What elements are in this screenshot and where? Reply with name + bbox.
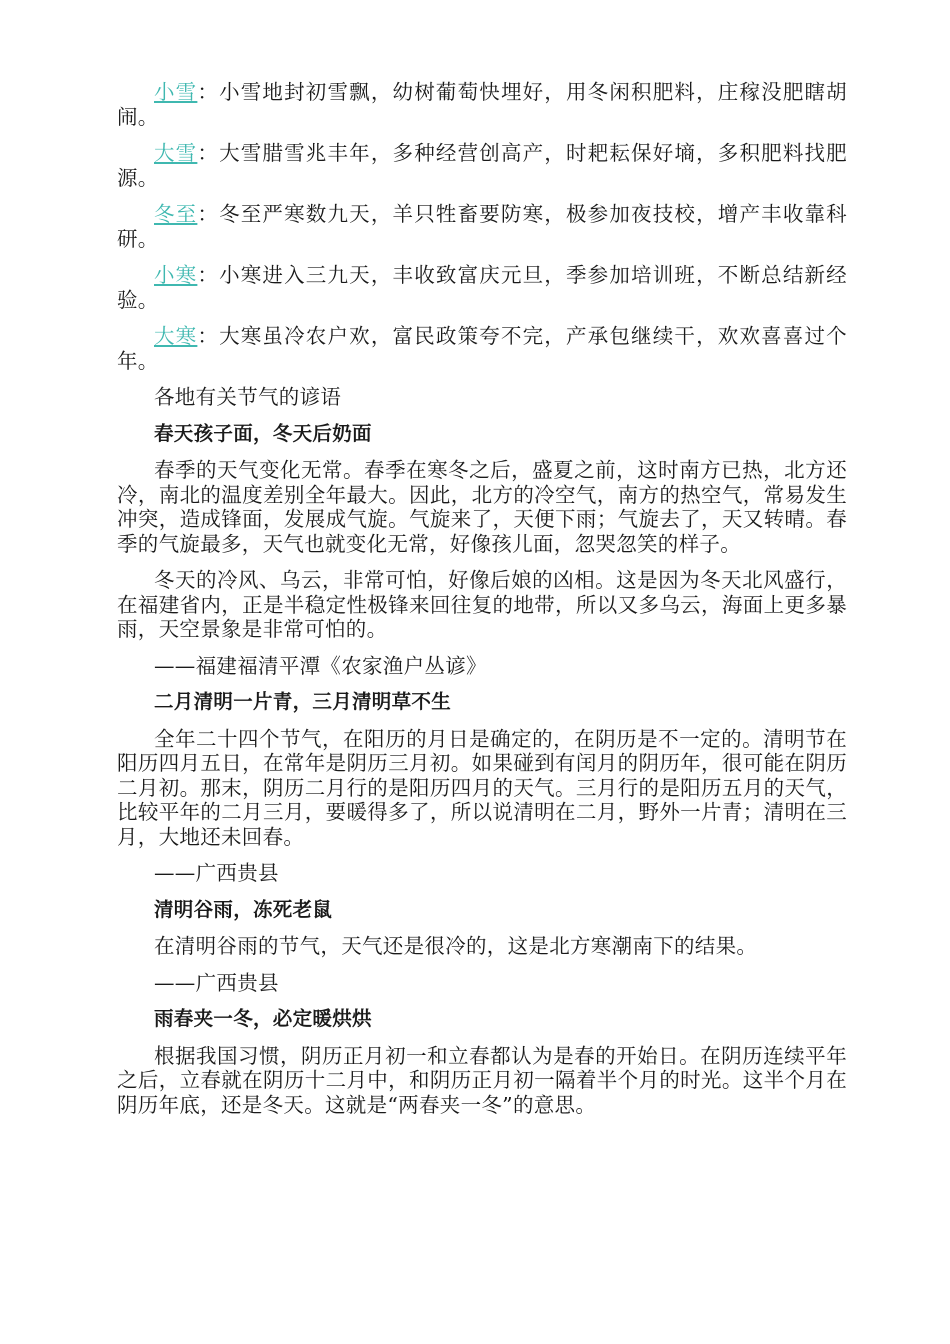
term-separator: ：	[197, 324, 220, 348]
proverb-source: ——广西贵县	[154, 861, 279, 885]
term-link[interactable]: 小寒	[154, 263, 198, 287]
proverb-source: ——广西贵县	[154, 970, 279, 995]
proverb-paragraph: 冬天的冷风、乌云，非常可怕，好像后娘的凶相。这是因为冬天北风盛行，在福建省内，正是半稳定性极锋来回往复的地带，所以又多乌云，海面上更多暴雨，天空景象是非常可怕的。	[117, 568, 847, 641]
term-link[interactable]: 小雪	[154, 80, 198, 104]
proverb-heading: 雨春夹一冬，必定暖烘烘	[154, 1007, 372, 1030]
proverb-paragraph: 在清明谷雨的节气，天气还是很冷的，这是北方寒潮南下的结果。	[154, 934, 758, 958]
solar-term-xiaoxue	[117, 80, 847, 129]
proverb-paragraph: 春季的天气变化无常。春季在寒冬之后，盛夏之前，这时南方已热，北方还冷，南北的温度差别全年最大。因此，北方的冷空气，南方的热空气，常易发生冲突，造成锋面，发展成气旋。气旋来了，天便下雨；气旋去了，天又转晴。春季的气旋最多，天气也就变化无常，好像孩儿面，忽哭忽笑的样子。	[117, 458, 847, 556]
term-text: 大寒虽冷农户欢，富民政策夸不完，产承包继续干，欢欢喜喜过个年。	[117, 324, 847, 373]
term-link[interactable]: 大寒	[154, 324, 198, 348]
document-page	[117, 80, 847, 1129]
term-link[interactable]: 大雪	[154, 141, 198, 165]
solar-term-dongzhi	[117, 202, 847, 251]
term-separator: ：	[197, 202, 220, 226]
term-separator: ：	[197, 141, 220, 165]
term-text: 冬至严寒数九天，羊只牲畜要防寒，极参加夜技校，增产丰收靠科研。	[117, 202, 847, 251]
proverb-paragraph: 根据我国习惯，阴历正月初一和立春都认为是春的开始日。在阴历连续平年之后，立春就在阴历十二月中，和阴历正月初一隔着半个月的时光。这半个月在阴历年底，还是冬天。这就是“两春夹一冬”的意思。	[117, 1043, 847, 1117]
term-separator: ：	[197, 80, 220, 104]
proverb-heading: 春天孩子面，冬天后奶面	[154, 421, 372, 445]
term-text: 小寒进入三九天，丰收致富庆元旦，季参加培训班，不断总结新经验。	[117, 263, 847, 312]
term-separator: ：	[197, 263, 220, 287]
proverb-source: ——福建福清平潭《农家渔户丛谚》	[154, 653, 487, 678]
proverb-paragraph: 全年二十四个节气，在阳历的月日是确定的，在阴历是不一定的。清明节在阳历四月五日，在常年是阴历三月初。如果碰到有闰月的阴历年，很可能在阴历二月初。那末，阴历二月行的是阳历四月的天气。三月行的是阳历五月的天气，比较平年的二月三月，要暖得多了，所以说清明在二月，野外一片青；清明在三月，大地还未回春。	[117, 726, 847, 849]
proverb-heading: 二月清明一片青，三月清明草不生	[154, 690, 452, 713]
solar-term-dahan	[117, 324, 847, 373]
term-link[interactable]: 冬至	[154, 202, 198, 226]
solar-term-xiaohan	[117, 263, 847, 312]
proverb-heading: 清明谷雨，冻死老鼠	[154, 897, 333, 921]
term-text: 大雪腊雪兆丰年，多种经营创高产，时耙耘保好墒，多积肥料找肥源。	[117, 141, 847, 190]
term-text: 小雪地封初雪飘，幼树葡萄快埋好，用冬闲积肥料，庄稼没肥瞎胡闹。	[117, 80, 847, 129]
section-title: 各地有关节气的谚语	[154, 385, 342, 409]
solar-term-daxue	[117, 141, 847, 190]
